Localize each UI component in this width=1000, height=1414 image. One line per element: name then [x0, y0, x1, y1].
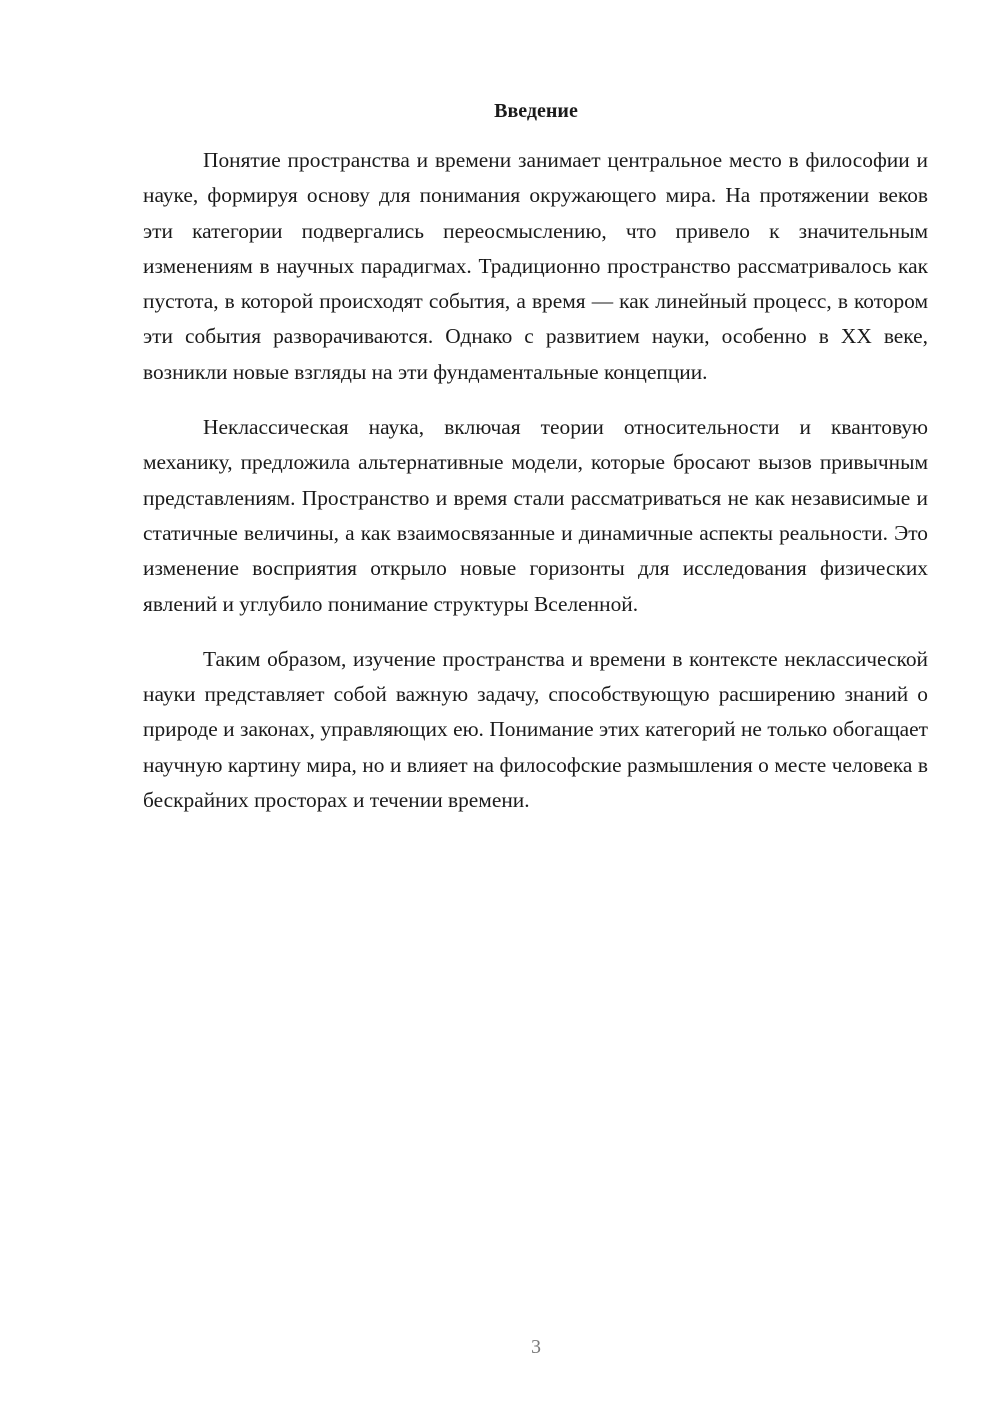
page-number: 3	[531, 1336, 541, 1358]
body-text	[143, 143, 928, 818]
paragraph: Понятие пространства и времени занимает центральное место в философии и науке, формируя основу для понимания окружающего мира. На протяжении веков эти категории подвергались переосмыслению, что привело к значительным изменениям в научных парадигмах. Традиционно пространство рассматривалось как пустота, в которой происходят события, а время — как линейный процесс, в котором эти события разворачиваются. Однако с развитием науки, особенно в XX веке, возникли новые взгляды на эти фундаментальные концепции.	[143, 148, 928, 384]
section-heading: Введение	[494, 100, 578, 122]
paragraph: Неклассическая наука, включая теории относительности и квантовую механику, предложила альтернативные модели, которые бросают вызов привычным представлениям. Пространство и время стали рассматриваться не как независимые и статичные величины, а как взаимосвязанные и динамичные аспекты реальности. Это изменение восприятия открыло новые горизонты для исследования физических явлений и углубило понимание структуры Вселенной.	[143, 415, 928, 616]
paragraph: Таким образом, изучение пространства и времени в контексте неклассической науки представляет собой важную задачу, способствующую расширению знаний о природе и законах, управляющих ею. Понимание этих категорий не только обогащает научную картину мира, но и влияет на философские размышления о месте человека в бескрайних просторах и течении времени.	[143, 646, 928, 813]
